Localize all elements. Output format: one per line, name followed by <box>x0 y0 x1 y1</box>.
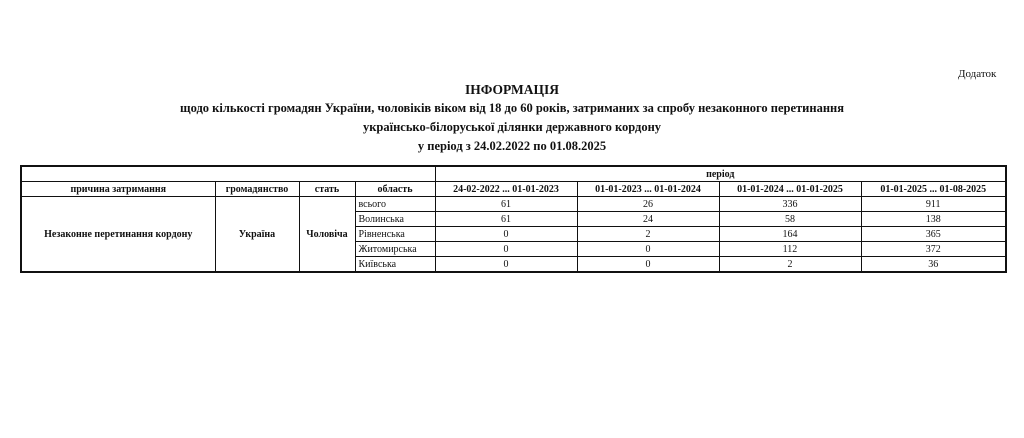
value-cell: 138 <box>861 212 1006 227</box>
region-cell: Волинська <box>355 212 435 227</box>
region-cell: всього <box>355 197 435 212</box>
region-cell: Рівненська <box>355 227 435 242</box>
sex-cell: Чоловіча <box>299 197 355 273</box>
column-header-reason: причина затримання <box>21 182 215 197</box>
value-cell: 36 <box>861 257 1006 273</box>
column-header-period-4: 01-01-2025 ... 01-08-2025 <box>861 182 1006 197</box>
title-line-3: українсько-білоруської ділянки державного кордону <box>362 120 662 134</box>
header-row-period <box>21 166 1006 182</box>
column-header-period-3: 01-01-2024 ... 01-01-2025 <box>719 182 861 197</box>
title-line-2: щодо кількості громадян України, чоловіків віком від 18 до 60 років, затриманих за спробу незаконного перетинання <box>180 101 844 115</box>
column-header-region: область <box>355 182 435 197</box>
detentions-table <box>20 165 1007 273</box>
value-cell: 911 <box>861 197 1006 212</box>
header-row-columns <box>21 182 1006 197</box>
citizenship-cell: Україна <box>215 197 299 273</box>
value-cell: 112 <box>719 242 861 257</box>
value-cell: 365 <box>861 227 1006 242</box>
value-cell: 2 <box>577 227 719 242</box>
value-cell: 2 <box>719 257 861 273</box>
value-cell: 336 <box>719 197 861 212</box>
value-cell: 0 <box>435 227 577 242</box>
document-heading <box>0 80 1024 156</box>
value-cell: 0 <box>435 242 577 257</box>
region-cell: Житомирська <box>355 242 435 257</box>
column-header-period-1: 24-02-2022 ... 01-01-2023 <box>435 182 577 197</box>
annex-label: Додаток <box>958 68 997 80</box>
title-line-4: у період з 24.02.2022 по 01.08.2025 <box>417 139 607 153</box>
value-cell: 61 <box>435 197 577 212</box>
value-cell: 0 <box>435 257 577 273</box>
value-cell: 58 <box>719 212 861 227</box>
header-blank-cell <box>21 166 435 182</box>
value-cell: 0 <box>577 257 719 273</box>
value-cell: 372 <box>861 242 1006 257</box>
column-header-period-2: 01-01-2023 ... 01-01-2024 <box>577 182 719 197</box>
period-header: період <box>435 166 1006 182</box>
value-cell: 26 <box>577 197 719 212</box>
title-main: ІНФОРМАЦІЯ <box>465 82 559 97</box>
value-cell: 24 <box>577 212 719 227</box>
value-cell: 164 <box>719 227 861 242</box>
reason-cell: Незаконне перетинання кордону <box>21 197 215 273</box>
value-cell: 0 <box>577 242 719 257</box>
table-row <box>21 197 1006 212</box>
column-header-citizenship: громадянство <box>215 182 299 197</box>
region-cell: Київська <box>355 257 435 273</box>
column-header-sex: стать <box>299 182 355 197</box>
value-cell: 61 <box>435 212 577 227</box>
